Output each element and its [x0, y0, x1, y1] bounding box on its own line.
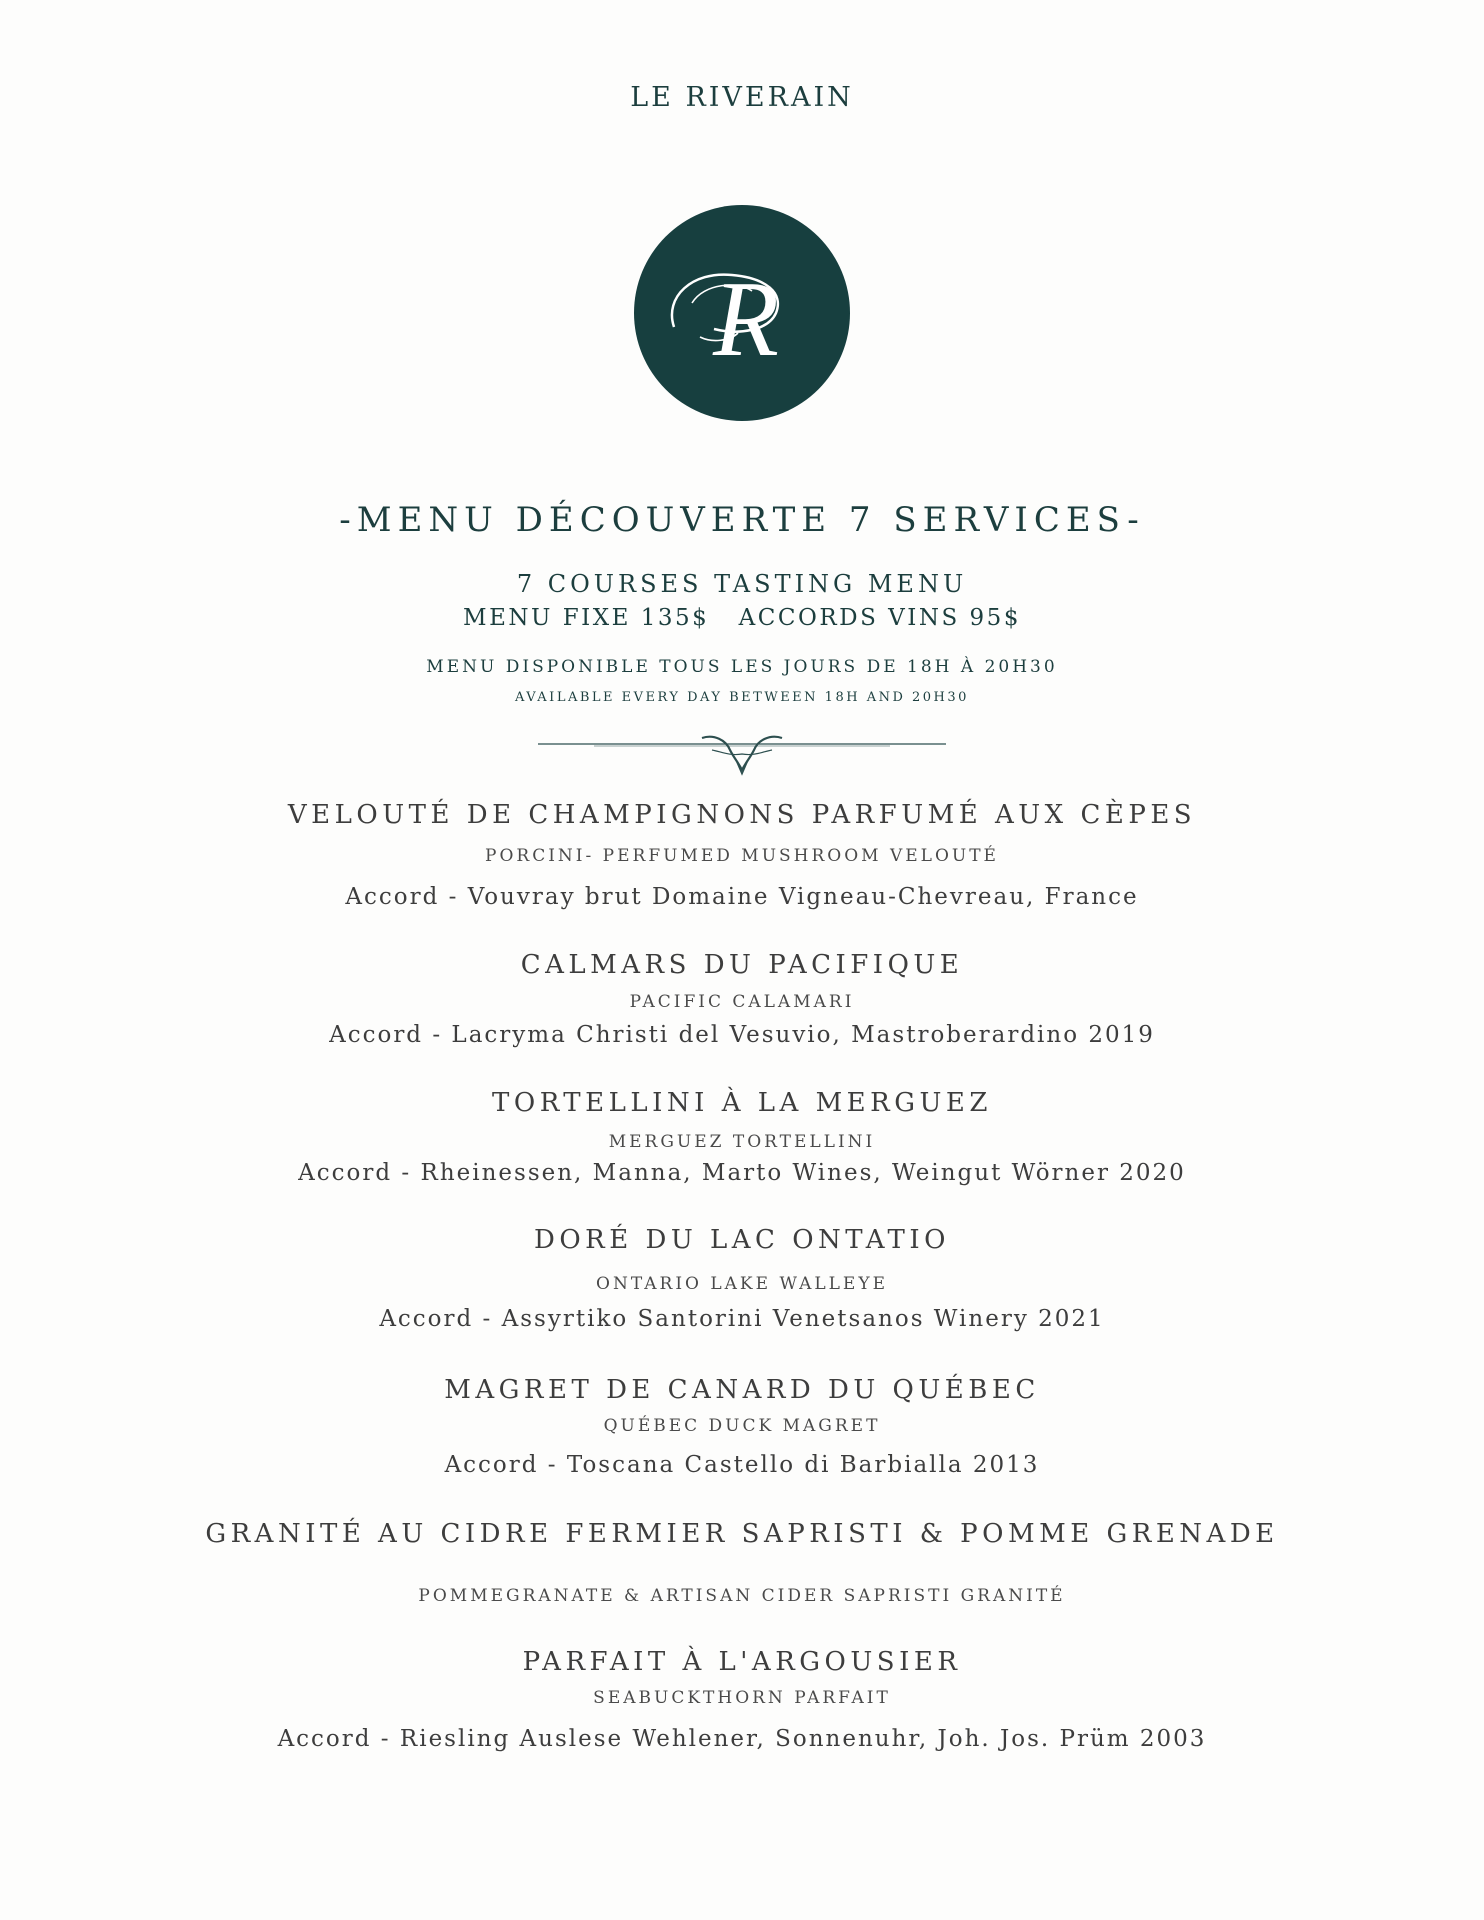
availability-fr: MENU DISPONIBLE TOUS LES JOURS DE 18H À 20H30	[426, 657, 1058, 677]
course-6-name-en: POMMEGRANATE & ARTISAN CIDER SAPRISTI GRANITÉ	[418, 1586, 1066, 1606]
course-5-pairing: Accord - Toscana Castello di Barbialla 2013	[444, 1452, 1040, 1478]
course-3-name-en: MERGUEZ TORTELLINI	[608, 1132, 876, 1152]
course-5-name-en: QUÉBEC DUCK MAGRET	[603, 1416, 881, 1436]
course-3-pairing: Accord - Rheinessen, Manna, Marto Wines, Weingut Wörner 2020	[298, 1160, 1186, 1186]
svg-text:R: R	[713, 260, 779, 379]
course-7-name-en: SEABUCKTHORN PARFAIT	[593, 1688, 891, 1708]
menu-pricing: MENU FIXE 135$ ACCORDS VINS 95$	[463, 605, 1021, 631]
course-7-pairing: Accord - Riesling Auslese Wehlener, Sonnenuhr, Joh. Jos. Prüm 2003	[277, 1726, 1207, 1752]
course-4-pairing: Accord - Assyrtiko Santorini Venetsanos Winery 2021	[379, 1306, 1105, 1332]
monogram-logo	[634, 205, 850, 421]
course-5-name: MAGRET DE CANARD DU QUÉBEC	[444, 1375, 1040, 1405]
course-2-name-en: PACIFIC CALAMARI	[629, 992, 855, 1012]
course-2-pairing: Accord - Lacryma Christi del Vesuvio, Mastroberardino 2019	[329, 1022, 1155, 1048]
menu-subtitle-en: 7 COURSES TASTING MENU	[516, 570, 968, 598]
availability-en: AVAILABLE EVERY DAY BETWEEN 18H AND 20H30	[515, 690, 969, 705]
course-3-name: TORTELLINI À LA MERGUEZ	[492, 1088, 992, 1118]
menu-title: -MENU DÉCOUVERTE 7 SERVICES-	[339, 500, 1145, 540]
ornament-divider	[534, 730, 950, 780]
course-1-name: VELOUTÉ DE CHAMPIGNONS PARFUMÉ AUX CÈPES	[287, 800, 1197, 830]
course-6-name: GRANITÉ AU CIDRE FERMIER SAPRISTI & POMME GRENADE	[205, 1519, 1279, 1549]
course-2-name: CALMARS DU PACIFIQUE	[520, 950, 964, 980]
course-4-name-en: ONTARIO LAKE WALLEYE	[596, 1274, 888, 1294]
course-4-name: DORÉ DU LAC ONTATIO	[534, 1225, 950, 1255]
course-1-name-en: PORCINI- PERFUMED MUSHROOM VELOUTÉ	[485, 846, 999, 866]
restaurant-name: LE RIVERAIN	[630, 82, 854, 113]
course-7-name: PARFAIT À L'ARGOUSIER	[522, 1647, 962, 1677]
course-1-pairing: Accord - Vouvray brut Domaine Vigneau-Chevreau, France	[345, 884, 1139, 910]
